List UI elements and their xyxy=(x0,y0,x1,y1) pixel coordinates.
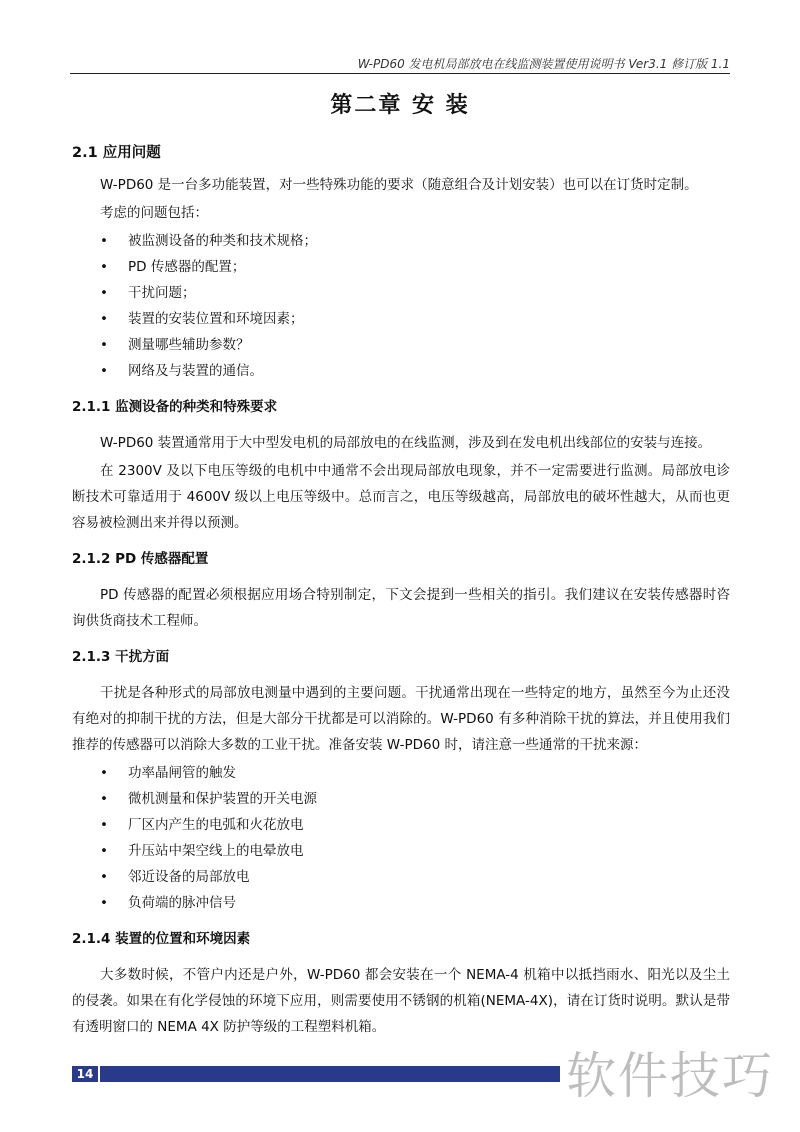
chapter-title: 第二章 安 装 xyxy=(330,92,470,118)
paragraph: 考虑的问题包括： xyxy=(100,205,208,221)
paragraph: W-PD60 是一台多功能装置，对一些特殊功能的要求（随意组合及计划安装）也可以在订货时定制。 xyxy=(100,177,698,193)
header-divider xyxy=(70,73,730,74)
bullet-icon: • xyxy=(100,233,108,249)
list-item: • 网络及与装置的通信。 xyxy=(72,358,730,384)
section-heading-2-1-4: 2.1.4 装置的位置和环境因素 xyxy=(72,931,251,947)
bullet-icon: • xyxy=(100,259,108,275)
bullet-icon: • xyxy=(100,285,108,301)
section-heading-2-1-3: 2.1.3 干扰方面 xyxy=(72,649,170,665)
paragraph: 大多数时候，不管户内还是户外，W-PD60 都会安装在一个 NEMA-4 机箱中以抵挡雨水、阳光以及尘土的侵袭。如果在有化学侵蚀的环境下应用，则需要使用不锈钢的机箱(NEMA-4X)，请在订货时说明。默认是带有透明窗口的 NEMA 4X 防护等级的工程塑料机箱。 xyxy=(72,967,730,1035)
bullet-icon: • xyxy=(100,363,108,379)
list-item: • 被监测设备的种类和技术规格； xyxy=(72,228,730,254)
list-item: • 升压站中架空线上的电晕放电 xyxy=(72,838,730,864)
section-heading-2-1-1: 2.1.1 监测设备的种类和特殊要求 xyxy=(72,399,278,415)
bullet-icon: • xyxy=(100,869,108,885)
bullet-icon: • xyxy=(100,311,108,327)
footer-bar xyxy=(100,1066,560,1082)
list-item: • 功率晶闸管的触发 xyxy=(72,760,730,786)
paragraph: 在 2300V 及以下电压等级的电机中中通常不会出现局部放电现象，并不一定需要进行监测。局部放电诊断技术可靠适用于 4600V 级以上电压等级中。总而言之，电压等级越高，局部放电的破坏性越大，从而也更容易被检测出来并得以预测。 xyxy=(72,463,730,531)
list-item: • 负荷端的脉冲信号 xyxy=(72,890,730,916)
bullet-icon: • xyxy=(100,791,108,807)
bullet-icon: • xyxy=(100,765,108,781)
list-item: • 装置的安装位置和环境因素； xyxy=(72,306,730,332)
bullet-icon: • xyxy=(100,843,108,859)
document-body xyxy=(72,140,730,1042)
paragraph: 干扰是各种形式的局部放电测量中遇到的主要问题。干扰通常出现在一些特定的地方，虽然至今为止还没有绝对的抑制干扰的方法，但是大部分干扰都是可以消除的。W-PD60 有多种消除干扰的算法，并且使用我们推荐的传感器可以消除大多数的工业干扰。准备安装 W-PD60 时，请注意一些通常的干扰来源： xyxy=(72,685,730,753)
section-heading-2-1: 2.1 应用问题 xyxy=(72,145,161,161)
bullet-icon: • xyxy=(100,817,108,833)
page-number: 14 xyxy=(72,1066,98,1082)
list-item: • 微机测量和保护装置的开关电源 xyxy=(72,786,730,812)
bullet-list xyxy=(72,760,730,916)
list-item: • 厂区内产生的电弧和火花放电 xyxy=(72,812,730,838)
section-heading-2-1-2: 2.1.2 PD 传感器配置 xyxy=(72,551,209,567)
watermark: 软件技巧 xyxy=(566,1047,774,1105)
bullet-icon: • xyxy=(100,895,108,911)
list-item: • 干扰问题； xyxy=(72,280,730,306)
list-item: • PD 传感器的配置； xyxy=(72,254,730,280)
paragraph: PD 传感器的配置必须根据应用场合特别制定，下文会提到一些相关的指引。我们建议在安装传感器时咨询供货商技术工程师。 xyxy=(72,587,730,629)
paragraph: W-PD60 装置通常用于大中型发电机的局部放电的在线监测，涉及到在发电机出线部位的安装与连接。 xyxy=(100,435,712,451)
list-item: • 邻近设备的局部放电 xyxy=(72,864,730,890)
bullet-list xyxy=(72,228,730,384)
list-item: • 测量哪些辅助参数？ xyxy=(72,332,730,358)
bullet-icon: • xyxy=(100,337,108,353)
header-title: W-PD60 发电机局部放电在线监测装置使用说明书 Ver3.1 修订版 1.1 xyxy=(357,57,730,71)
